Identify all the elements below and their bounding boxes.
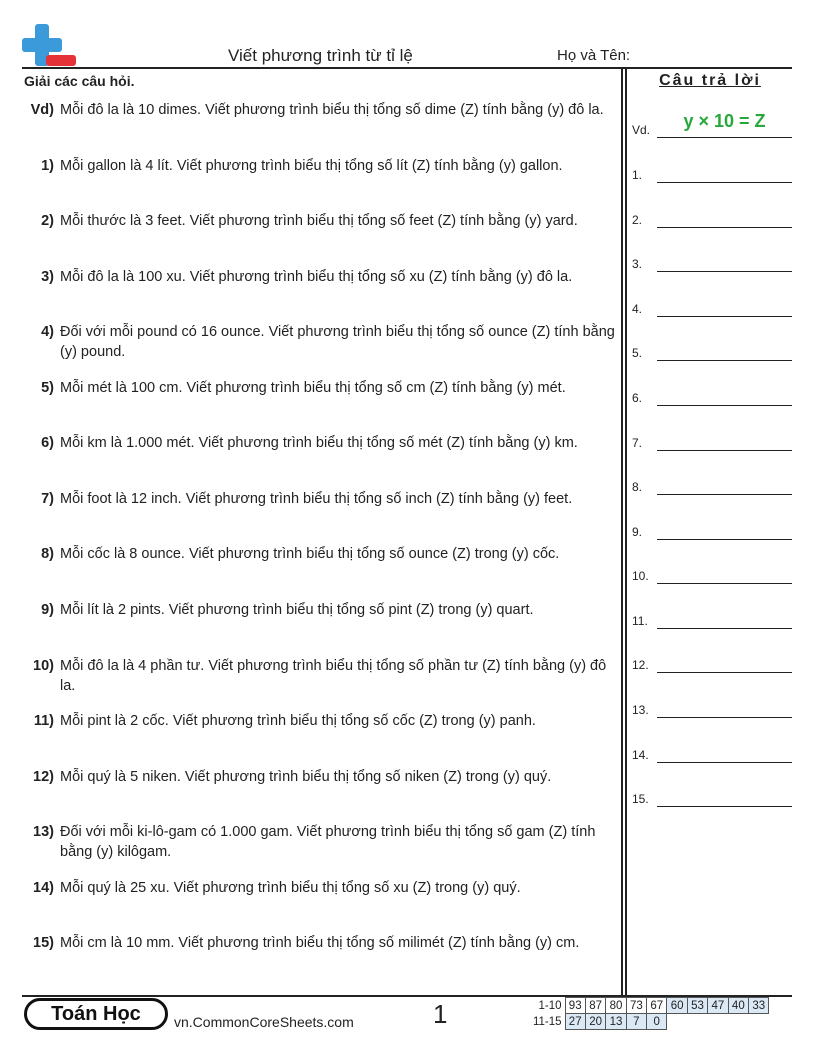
answer-row-13[interactable] [632,703,792,719]
question-6 [20,433,620,453]
answer-label: 8. [632,480,643,494]
question-5 [20,378,620,398]
answer-line[interactable] [657,271,792,272]
question-number: 10) [33,658,54,674]
answer-line[interactable] [657,583,792,584]
answer-line[interactable] [657,806,792,807]
answer-row-14[interactable] [632,748,792,764]
question-text: Mỗi quý là 5 niken. Viết phương trình biểu thị tổng số niken (Z) trong (y) quý. [60,769,552,785]
score-cell: 13 [606,1014,626,1030]
answer-label: 3. [632,257,643,271]
question-text: Mỗi thước là 3 feet. Viết phương trình biểu thị tổng số feet (Z) tính bằng (y) yard. [60,213,578,229]
question-1 [20,156,620,176]
score-cell: 47 [708,998,728,1014]
answer-row-3[interactable] [632,257,792,273]
score-cell: 27 [565,1014,585,1030]
question-text: Mỗi đô la là 100 xu. Viết phương trình biểu thị tổng số xu (Z) tính bằng (y) đô la. [60,269,573,285]
answer-line [657,137,792,138]
score-cell: 7 [626,1014,646,1030]
answer-row-10[interactable] [632,569,792,585]
question-number: 1) [41,158,54,174]
score-cell: 33 [749,998,769,1014]
answer-label: 11. [632,614,648,628]
score-cell: 53 [687,998,707,1014]
question-text: Mỗi cm là 10 mm. Viết phương trình biểu thị tổng số milimét (Z) tính bằng (y) cm. [60,935,580,951]
answer-label: 15. [632,792,649,806]
question-example [20,100,620,120]
question-9 [20,600,620,620]
question-text: Mỗi quý là 25 xu. Viết phương trình biểu thị tổng số xu (Z) trong (y) quý. [60,880,521,896]
answer-label: 5. [632,346,643,360]
answer-label: Vd. [632,123,651,137]
score-row-label: 1-10 [538,999,562,1012]
score-row-label: 11-15 [532,1015,562,1028]
brand-badge: Toán Học [24,998,168,1030]
question-number: 8) [41,546,54,562]
question-number: 2) [41,213,54,229]
score-cell: 60 [667,998,687,1014]
question-7 [20,489,620,509]
score-cell: 0 [647,1014,667,1030]
answer-line[interactable] [657,628,792,629]
answer-label: 10. [632,569,649,583]
answer-label: 12. [632,658,649,672]
question-text: Mỗi cốc là 8 ounce. Viết phương trình biểu thị tổng số ounce (Z) trong (y) cốc. [60,546,560,562]
answer-row-5[interactable] [632,346,792,362]
score-row [527,1014,769,1030]
question-number: 4) [41,324,54,340]
question-3 [20,267,620,287]
answers-title: Câu trả lời [659,72,761,89]
score-cell: 80 [606,998,626,1014]
instructions: Giải các câu hỏi. [24,73,135,89]
question-number: 6) [41,435,54,451]
question-number: 7) [41,491,54,507]
score-cell: 73 [626,998,646,1014]
question-number: 9) [41,602,54,618]
question-text: Mỗi đô la là 10 dimes. Viết phương trình biểu thị tổng số dime (Z) tính bằng (y) đô la. [60,102,604,118]
question-number: 5) [41,380,54,396]
answer-label: 6. [632,391,643,405]
answer-label: 4. [632,302,643,316]
answer-line[interactable] [657,450,792,451]
answer-line[interactable] [657,762,792,763]
question-4 [20,322,620,362]
question-number: 13) [33,824,54,840]
question-text: Mỗi lít là 2 pints. Viết phương trình biểu thị tổng số pint (Z) trong (y) quart. [60,602,534,618]
page-title: Viết phương trình từ tỉ lệ [228,46,413,65]
answer-label: 7. [632,436,643,450]
logo-icon [22,24,80,68]
question-14 [20,878,620,898]
question-text: Đối với mỗi ki-lô-gam có 1.000 gam. Viết phương trình biểu thị tổng số gam (Z) tính bằng (y) kilôgam. [60,824,596,860]
column-divider [621,69,627,995]
answer-line[interactable] [657,405,792,406]
question-text: Mỗi mét là 100 cm. Viết phương trình biểu thị tổng số cm (Z) tính bằng (y) mét. [60,380,566,396]
answer-label: 2. [632,213,643,227]
answer-line[interactable] [657,182,792,183]
answer-line[interactable] [657,539,792,540]
example-answer: y × 10 = Z [683,111,766,131]
question-number: 15) [33,935,54,951]
answer-row-4[interactable] [632,302,792,318]
answer-row-8[interactable] [632,480,792,496]
answer-row-6[interactable] [632,391,792,407]
question-text: Mỗi gallon là 4 lít. Viết phương trình biểu thị tổng số lít (Z) tính bằng (y) gallon. [60,158,563,174]
answer-line[interactable] [657,360,792,361]
answer-row-12[interactable] [632,658,792,674]
question-12 [20,767,620,787]
answer-line[interactable] [657,494,792,495]
question-text: Mỗi đô la là 4 phần tư. Viết phương trình biểu thị tổng số phần tư (Z) tính bằng (y) đô la. [60,658,607,694]
score-cell: 40 [728,998,748,1014]
header-divider [22,67,792,69]
answer-label: 13. [632,703,649,717]
answer-row-7[interactable] [632,436,792,452]
question-2 [20,211,620,231]
answer-row-1[interactable] [632,168,792,184]
answer-row-example [632,111,792,139]
score-cell: 20 [585,1014,605,1030]
question-text: Mỗi pint là 2 cốc. Viết phương trình biểu thị tổng số cốc (Z) trong (y) panh. [60,713,536,729]
score-cell: 67 [647,998,667,1014]
question-8 [20,544,620,564]
answer-line[interactable] [657,316,792,317]
answer-row-9[interactable] [632,525,792,541]
answer-row-15[interactable] [632,792,792,808]
question-11 [20,711,620,731]
question-number: Vd) [30,102,54,118]
answer-label: 14. [632,748,649,762]
score-table [527,997,769,1030]
answer-label: 1. [632,168,643,182]
question-text: Mỗi km là 1.000 mét. Viết phương trình biểu thị tổng số mét (Z) tính bằng (y) km. [60,435,578,451]
question-text: Mỗi foot là 12 inch. Viết phương trình biểu thị tổng số inch (Z) tính bằng (y) feet. [60,491,573,507]
answer-label: 9. [632,525,643,539]
question-number: 14) [33,880,54,896]
score-row [527,998,769,1014]
question-10 [20,656,620,696]
answer-row-11[interactable] [632,614,792,630]
score-cell: 93 [565,998,585,1014]
answer-line[interactable] [657,672,792,673]
question-number: 11) [33,713,54,729]
question-number: 3) [41,269,54,285]
score-cell: 87 [585,998,605,1014]
answer-row-2[interactable] [632,213,792,229]
question-text: Đối với mỗi pound có 16 ounce. Viết phương trình biểu thị tổng số ounce (Z) tính bằng (y) pound. [60,324,615,360]
question-13 [20,822,620,862]
answer-line[interactable] [657,717,792,718]
name-label: Họ và Tên: [557,47,631,64]
question-number: 12) [33,769,54,785]
page-number: 1 [433,999,448,1029]
question-15 [20,933,620,953]
answer-line[interactable] [657,227,792,228]
site-url: vn.CommonCoreSheets.com [174,1014,354,1030]
